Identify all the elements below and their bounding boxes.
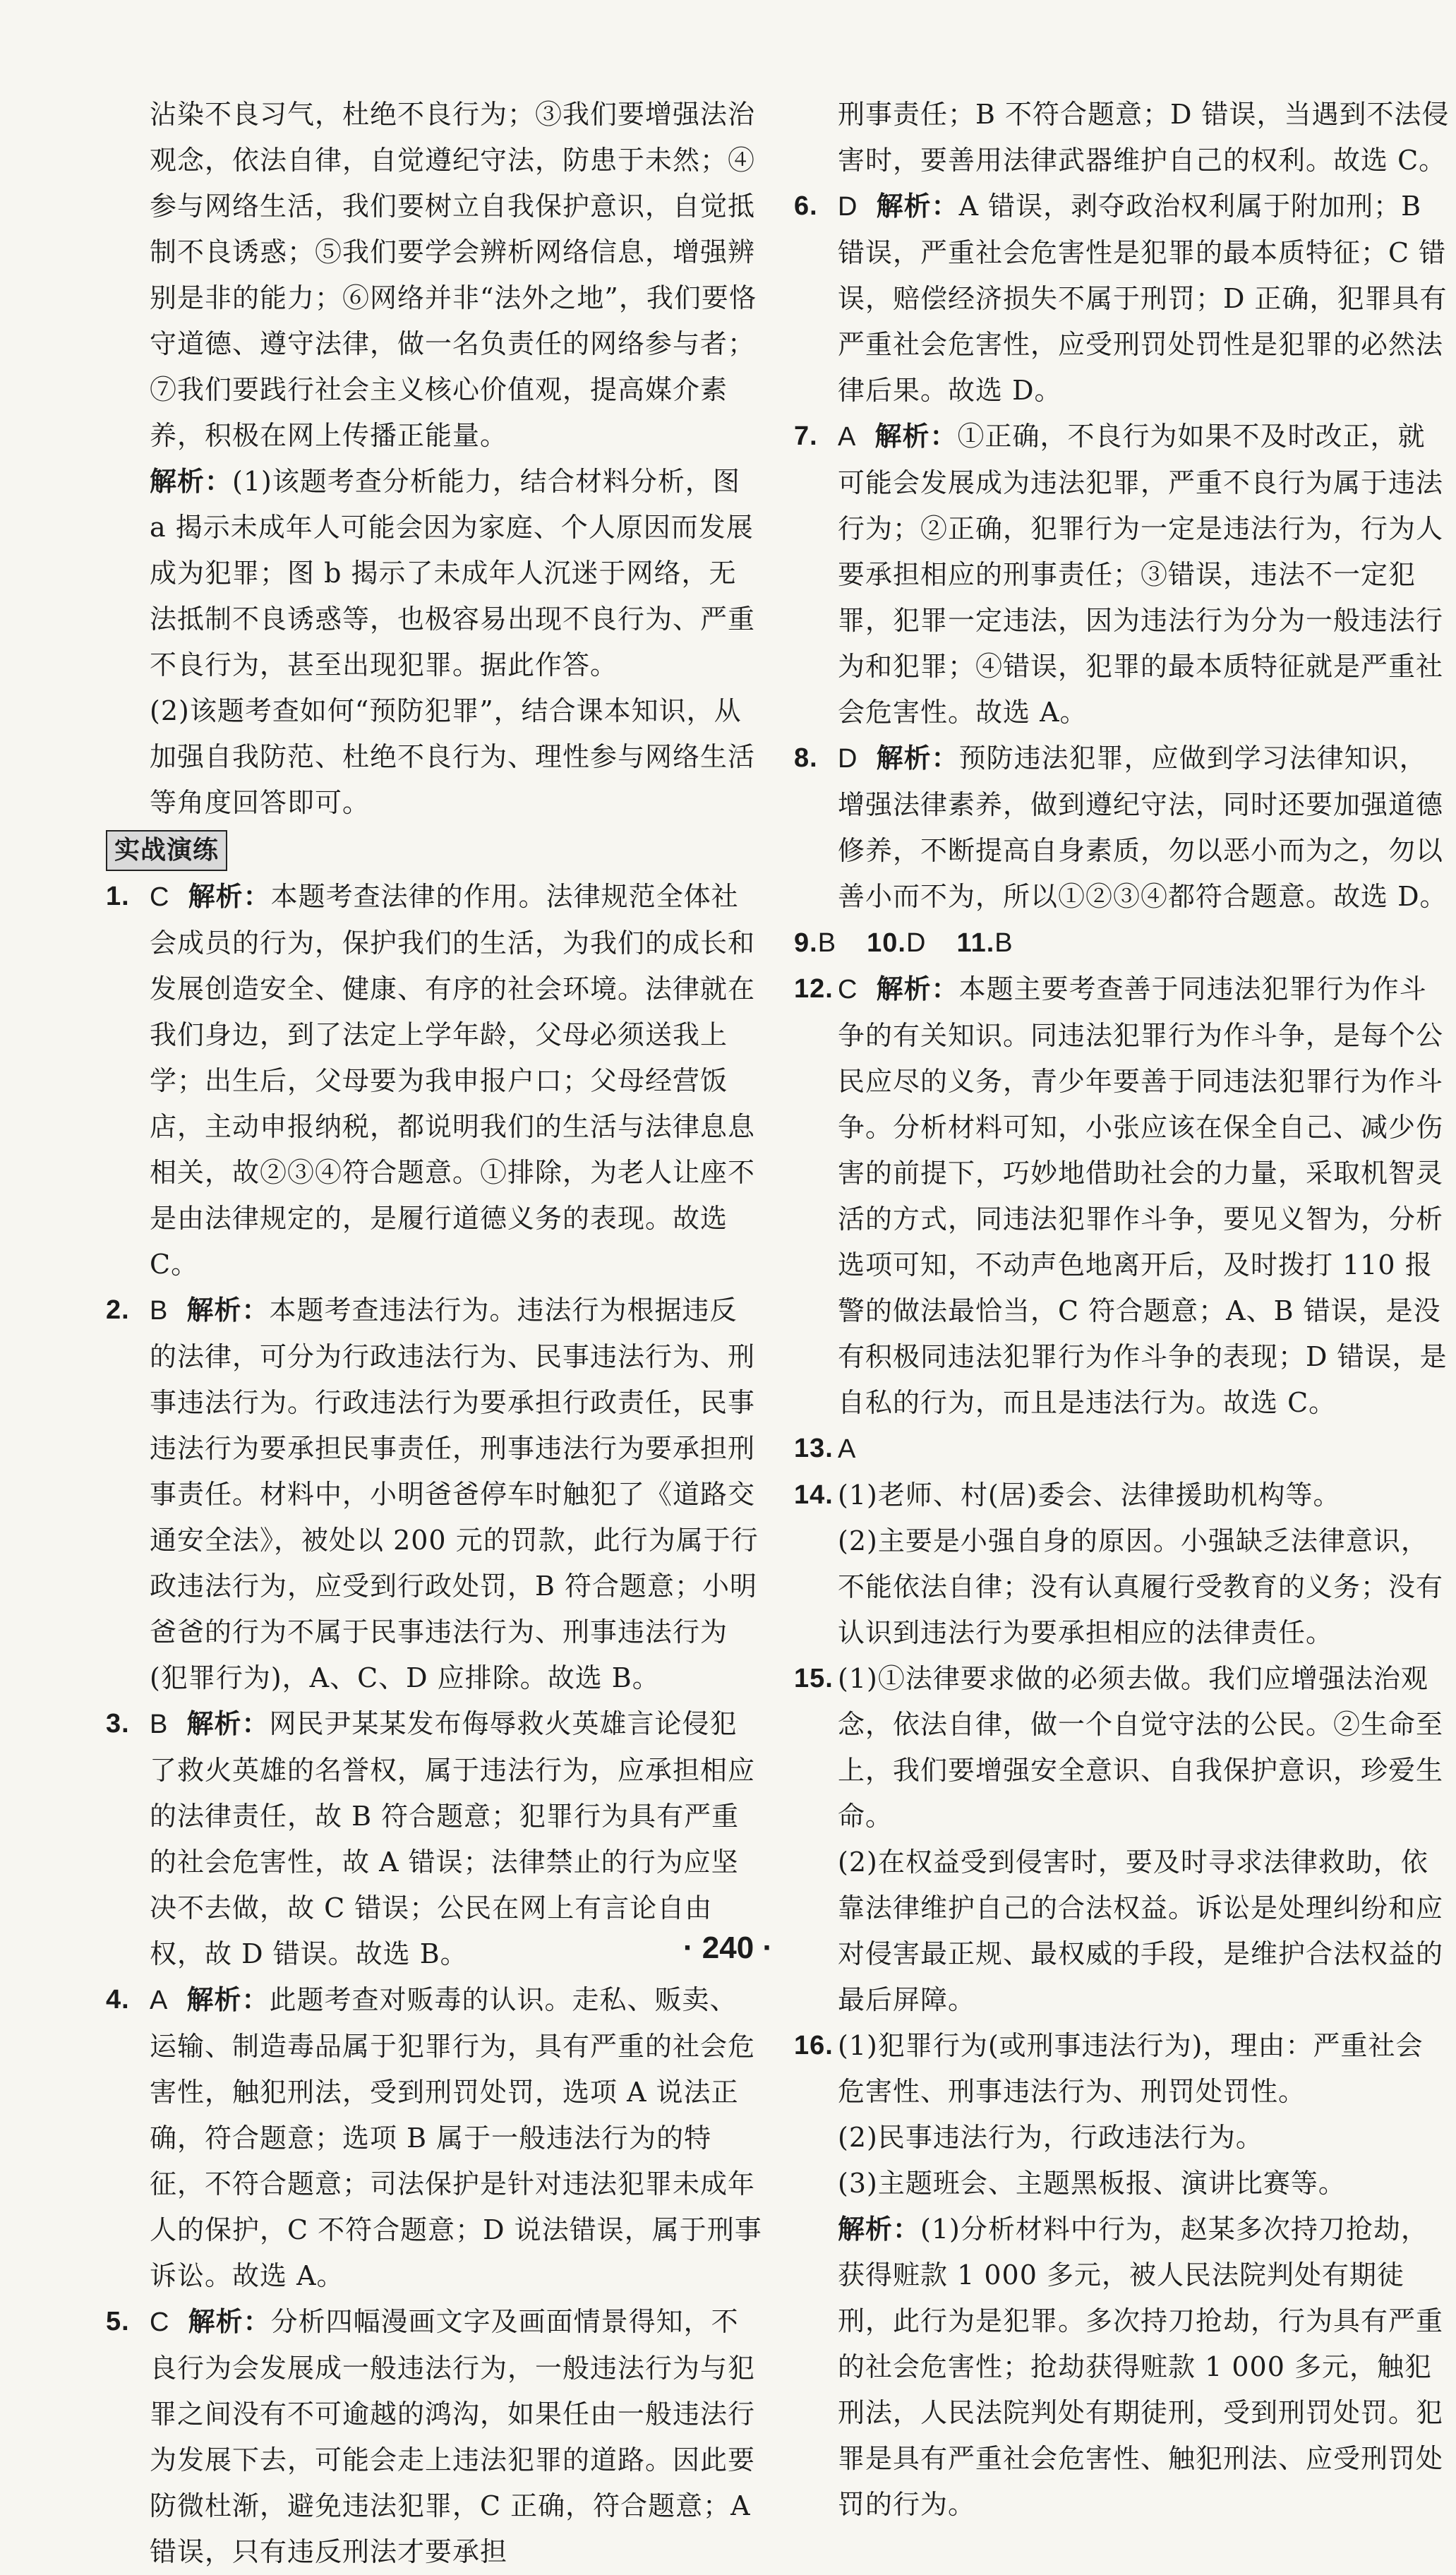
question-number: 15. [794, 1664, 834, 1693]
question-number: 4. [106, 1985, 130, 2015]
question-number: 9. [794, 928, 818, 958]
question-number: 5. [106, 2307, 130, 2336]
analysis-paragraph [838, 2207, 1450, 2528]
analysis-text: 网民尹某某发布侮辱救火英雄言论侵犯了救火英雄的名誉权，属于违法行为，应承担相应的法律责任，故 B 符合题意；犯罪行为具有严重的社会危害性，故 A 错误；法律禁止的行为应坚决不去做，故 C 错误；公民在网上有言论自由权，故 D 错误。故选 B。 [150, 1708, 756, 1969]
left-column [106, 92, 762, 2575]
analysis-text: 本题考查法律的作用。法律规范全体社会成员的行为，保护我们的生活，为我们的成长和发展创造安全、健康、有序的社会环境。法律就在我们身边，到了法定上学年龄，父母必须送我上学；出生后，父母要为我申报户口；父母经营饭店，主动申报纳税，都说明我们的生活与法律息息相关，故②③④符合题意。①排除，为老人让座不是由法律规定的，是履行道德义务的表现。故选 C。 [150, 881, 756, 1280]
answer-part-2: (2)主要是小强自身的原因。小强缺乏法律意识，不能依法自律；没有认真履行受教育的义务；没有认识到违法行为要承担相应的法律责任。 [838, 1525, 1444, 1648]
question-number: 11. [956, 928, 995, 958]
answer-letter: A [150, 1986, 169, 2015]
analysis-label: 解析： [876, 743, 959, 774]
question-number: 6. [794, 191, 818, 221]
mc-answer-11 [957, 920, 1013, 966]
answer-item-2 [106, 1288, 762, 1701]
answer-part-3: (3)主题班会、主题黑板报、演讲比赛等。 [838, 2168, 1346, 2199]
analysis-text: 此题考查对贩毒的认识。走私、贩卖、运输、制造毒品属于犯罪行为，具有严重的社会危害性，触犯刑法，受到刑罚处罚，选项 A 说法正确，符合题意；选项 B 属于一般违法行为的特征，不符合题意；司法保护是针对违法犯罪未成年人的保护，C 不符合题意；D 说法错误，属于刑事诉讼。故选 A。 [150, 1984, 762, 2291]
answer-item-16 [794, 2023, 1450, 2528]
answer-item-4 [106, 1977, 762, 2299]
question-number: 12. [794, 974, 834, 1004]
answer-item-8 [794, 736, 1450, 920]
answer-letter: C [150, 2307, 170, 2337]
answer-item-7 [794, 414, 1450, 736]
analysis-text: ①正确，不良行为如果不及时改正，就可能会发展成为违法犯罪，严重不良行为属于违法行为；②正确，犯罪行为一定是违法行为，行为人要承担相应的刑事责任；③错误，违法不一定犯罪，犯罪一定违法，因为违法行为分为一般违法行为和犯罪；④错误，犯罪的最本质特征就是严重社会危害性。故选 A。 [838, 421, 1444, 728]
question-number: 7. [794, 421, 818, 451]
question-number: 14. [794, 1480, 834, 1510]
answer-item-6 [794, 184, 1450, 414]
answer-part-1: (1)①法律要求做的必须去做。我们应增强法治观念，依法自律，做一个自觉守法的公民。②生命至上，我们要增强安全意识、自我保护意识，珍爱生命。 [838, 1663, 1444, 1832]
analysis-label: 解析： [186, 1984, 270, 2015]
answer-item-15 [794, 1656, 1450, 2023]
answer-item-1 [106, 874, 762, 1288]
analysis-label: 解析： [838, 2214, 921, 2245]
answer-letter: A [838, 422, 857, 452]
analysis-paragraph-1 [106, 459, 762, 688]
analysis-text: (1)分析材料中行为，赵某多次持刀抢劫，获得赃款 1 000 多元，被人民法院判处有期徒刑，此行为是犯罪。多次持刀抢劫，行为具有严重的社会危害性；抢劫获得赃款 1 000 多元，触犯刑法，人民法院判处有期徒刑，受到刑罚处罚。犯罪是具有严重社会危害性、触犯刑法、应受刑罚处罚的行为。 [838, 2214, 1444, 2520]
question-number: 13. [794, 1434, 834, 1463]
analysis-label: 解析： [186, 1295, 270, 1326]
answer-letter: B [817, 928, 837, 958]
answer-letter: B [994, 928, 1013, 958]
analysis-text: 预防违法犯罪，应做到学习法律知识，增强法律素养，做到遵纪守法，同时还要加强道德修养，不断提高自身素质，勿以恶小而为之，勿以善小而不为，所以①②③④都符合题意。故选 D。 [838, 743, 1448, 912]
analysis-label: 解析： [186, 1708, 270, 1739]
answer-item-12 [794, 966, 1450, 1426]
answer-letter: C [838, 975, 858, 1004]
answer-part-2: (2)在权益受到侵害时，要及时寻求法律救助，依靠法律维护自己的合法权益。诉讼是处理纠纷和应对侵害最正规、最权威的手段，是维护合法权益的最后屏障。 [838, 1847, 1444, 2015]
answer-part-1: (1)老师、村(居)委会、法律援助机构等。 [838, 1479, 1341, 1511]
analysis-label: 解析： [188, 2306, 271, 2337]
analysis-text: A 错误，剥夺政治权利属于附加刑；B 错误，严重社会危害性是犯罪的最本质特征；C 错误，赔偿经济损失不属于刑罚；D 正确，犯罪具有严重社会危害性，应受刑罚处罚性是犯罪的必然法律后果。故选 D。 [838, 191, 1448, 406]
analysis-text: 本题主要考查善于同违法犯罪行为作斗争的有关知识。同违法犯罪行为作斗争，是每个公民应尽的义务，青少年要善于同违法犯罪行为作斗争。分析材料可知，小张应该在保全自己、减少伤害的前提下，巧妙地借助社会的力量，采取机智灵活的方式，同违法犯罪作斗争，要见义智为，分析选项可知，不动声色地离开后，及时拨打 110 报警的做法最恰当，C 符合题意；A、B 错误，是没有积极同违法犯罪行为作斗争的表现；D 错误，是自私的行为，而且是违法行为。故选 C。 [838, 973, 1448, 1418]
question-number: 8. [794, 743, 818, 773]
analysis-label: 解析： [876, 191, 959, 222]
mc-answer-10 [867, 920, 926, 966]
analysis-label: 解析： [876, 973, 959, 1004]
answer-item-13 [794, 1426, 1450, 1472]
section-header: 实战演练 [106, 830, 227, 871]
answer-letter: D [906, 928, 927, 958]
analysis-text: 本题考查违法行为。违法行为根据违反的法律，可分为行政违法行为、民事违法行为、刑事违法行为。行政违法行为要承担行政责任，民事违法行为要承担民事责任，刑事违法行为要承担刑事责任。材料中，小明爸爸停车时触犯了《道路交通安全法》，被处以 200 元的罚款，此行为属于行政违法行为，应受到行政处罚，B 符合题意；小明爸爸的行为不属于民事违法行为、刑事违法行为(犯罪行为)，A、C、D 应排除。故选 B。 [150, 1295, 759, 1693]
answer-letter: A [838, 1434, 857, 1464]
question-number: 16. [794, 2031, 834, 2060]
answer-letter: D [838, 744, 858, 774]
analysis-text: 分析四幅漫画文字及画面情景得知，不良行为会发展成一般违法行为，一般违法行为与犯罪之间没有不可逾越的鸿沟，如果任由一般违法行为发展下去，可能会走上违法犯罪的道路。因此要防微杜渐，避免违法犯罪，C 正确，符合题意；A 错误，只有违反刑法才要承担 [150, 2306, 756, 2567]
continued-paragraph: 刑事责任；B 不符合题意；D 错误，当遇到不法侵害时，要善用法律武器维护自己的权利。故选 C。 [838, 99, 1450, 176]
answer-item-5 [106, 2299, 762, 2575]
question-number: 3. [106, 1709, 130, 1739]
question-number: 1. [106, 882, 130, 911]
question-number: 2. [106, 1295, 130, 1325]
mc-answer-9 [794, 920, 836, 966]
answer-letter: D [838, 192, 858, 222]
answer-letter: B [150, 1296, 169, 1326]
question-number: 10. [867, 928, 906, 958]
analysis-paragraph-2: (2)该题考查如何“预防犯罪”，结合课本知识，从加强自我防范、杜绝不良行为、理性参与网络生活等角度回答即可。 [150, 695, 756, 818]
answer-letter: B [150, 1710, 169, 1739]
answer-part-1: (1)犯罪行为(或刑事违法行为)，理由：严重社会危害性、刑事违法行为、刑罚处罚性。 [838, 2030, 1424, 2107]
analysis-label: 解析： [188, 881, 271, 912]
continued-paragraph: 沾染不良习气，杜绝不良行为；③我们要增强法治观念，依法自律，自觉遵纪守法，防患于未然；④参与网络生活，我们要树立自我保护意识，自觉抵制不良诱惑；⑤我们要学会辨析网络信息，增强辨别是非的能力；⑥网络并非“法外之地”，我们要恪守道德、遵守法律，做一名负责任的网络参与者；⑦我们要践行社会主义核心价值观，提高媒介素养，积极在网上传播正能量。 [150, 99, 757, 451]
page-number: · 240 · [682, 1931, 774, 1965]
multiple-choice-row [794, 920, 1450, 966]
answer-item-14 [794, 1472, 1450, 1656]
analysis-label: 解析： [874, 421, 958, 452]
answer-letter: C [150, 882, 170, 912]
analysis-label: 解析： [150, 466, 233, 497]
right-column [794, 92, 1450, 2528]
answer-part-2: (2)民事违法行为，行政违法行为。 [838, 2122, 1263, 2153]
analysis-text-1: (1)该题考查分析能力，结合材料分析，图 a 揭示未成年人可能会因为家庭、个人原因而发展成为犯罪；图 b 揭示了未成年人沉迷于网络，无法抵制不良诱惑等，也极容易出现不良行为、严重不良行为，甚至出现犯罪。据此作答。 [150, 466, 756, 680]
